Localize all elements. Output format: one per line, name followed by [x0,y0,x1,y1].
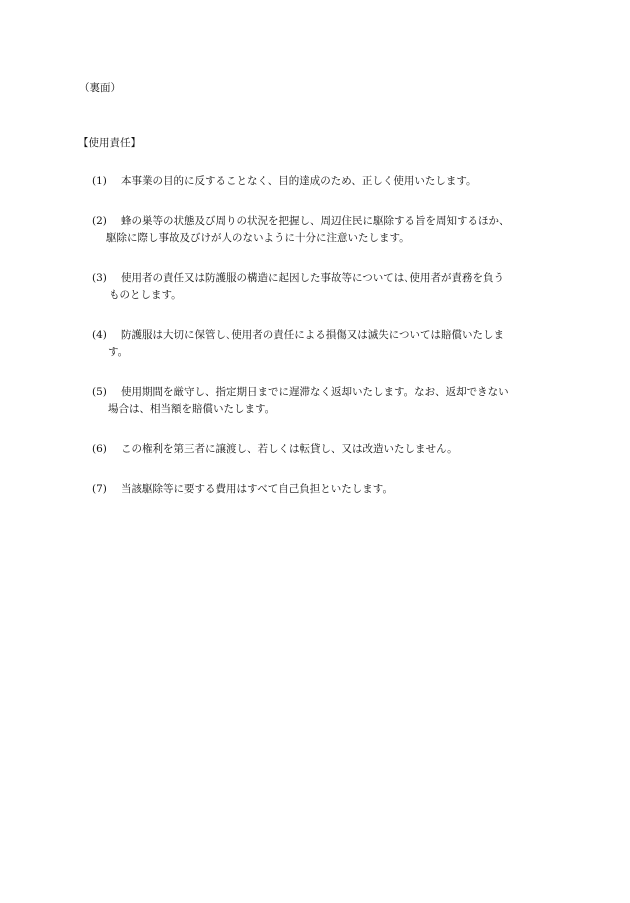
list-item [92,482,562,497]
item-text-line: 使用期間を厳守し、指定期日までに遅滞なく返却いたします。なお、返却できない [121,386,509,398]
list-item [92,271,562,303]
item-number: (5) [92,386,107,398]
item-number: (4) [92,329,107,341]
item-text-line: 使用者の責任又は防護服の構造に起因した事故等については､使用者が責務を負う [121,272,505,284]
section-title: 【使用責任】 [78,137,141,149]
item-text-line: す。 [108,346,129,358]
list-item [92,385,562,417]
responsibility-list [92,174,562,522]
reverse-side-label: （裏面） [79,82,121,94]
list-item [92,442,562,457]
item-text-line: 防護服は大切に保管し､使用者の責任による損傷又は滅失については賠償いたしま [121,329,505,341]
item-text-line: 駆除に際し事故及びけが人のないように十分に注意いたします。 [106,232,410,244]
item-text-line: 蜂の巣等の状態及び周りの状況を把握し、周辺住民に駆除する旨を周知するほか、 [121,215,510,227]
item-number: (1) [92,175,107,187]
item-text-line: 場合は、相当額を賠償いたします。 [108,403,276,415]
item-text-line: 当該駆除等に要する費用はすべて自己負担といたします。 [121,483,393,495]
list-item [92,328,562,360]
item-number: (7) [92,483,107,495]
list-item [92,174,562,189]
item-number: (6) [92,443,107,455]
item-text-line: ものとします。 [109,289,182,301]
item-number: (3) [92,272,107,284]
item-text-line: 本事業の目的に反することなく、目的達成のため、正しく使用いたします。 [121,175,477,187]
item-number: (2) [92,215,107,227]
item-text-line: この権利を第三者に譲渡し、若しくは転貸し、又は改造いたしません。 [121,443,458,455]
list-item [92,214,562,246]
